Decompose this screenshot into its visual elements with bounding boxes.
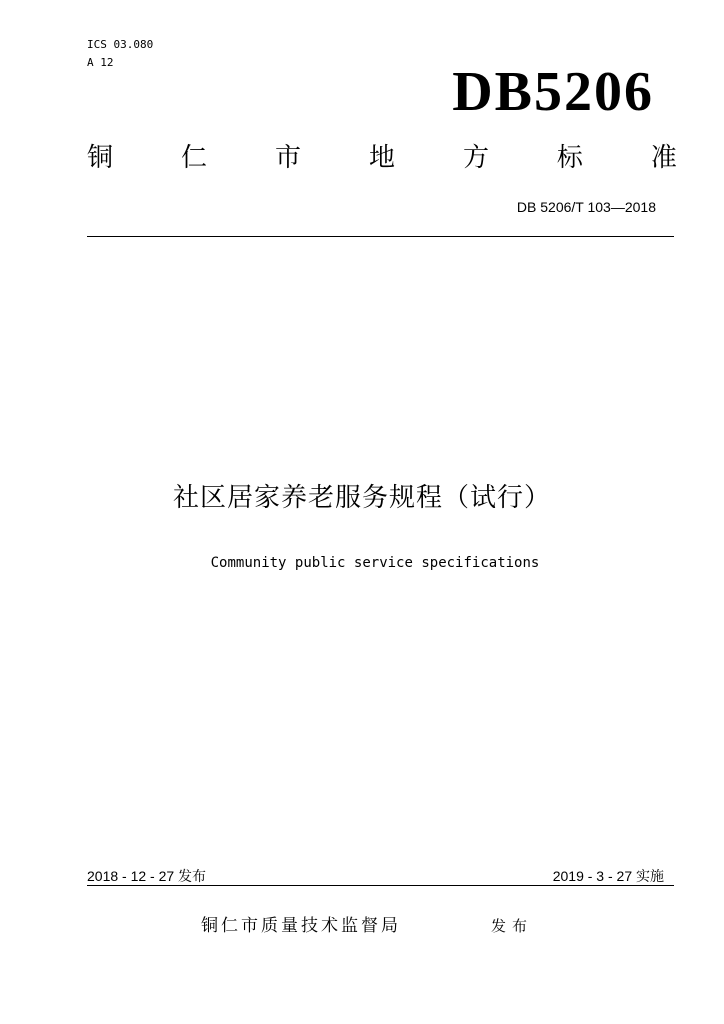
standard-type-char: 市 [274,143,301,173]
standard-type-char: 铜 [87,143,114,173]
document-subtitle: Community public service specifications [210,555,540,571]
header-divider [87,236,674,237]
issue-date: 2018 - 12 - 27 发布 [87,868,207,884]
implementation-date: 2019 - 3 - 27 实施 [552,868,664,884]
document-title: 社区居家养老服务规程（试行） [172,483,551,513]
standard-type-char: 标 [556,143,583,173]
db-logo: DB5206 [452,61,654,123]
standard-type-char: 方 [462,143,489,173]
issuing-authority: 铜仁市质量技术监督局 [201,916,401,936]
publish-label: 发布 [491,917,534,935]
standard-type-char: 地 [368,143,395,173]
classification-code: A 12 [87,56,114,69]
standard-type-title [87,140,677,176]
standard-number: DB 5206/T 103—2018 [516,199,656,215]
standard-type-char: 仁 [180,143,207,173]
footer-divider [87,885,674,886]
ics-code: ICS 03.080 [87,38,154,51]
standard-type-char: 准 [650,143,677,173]
